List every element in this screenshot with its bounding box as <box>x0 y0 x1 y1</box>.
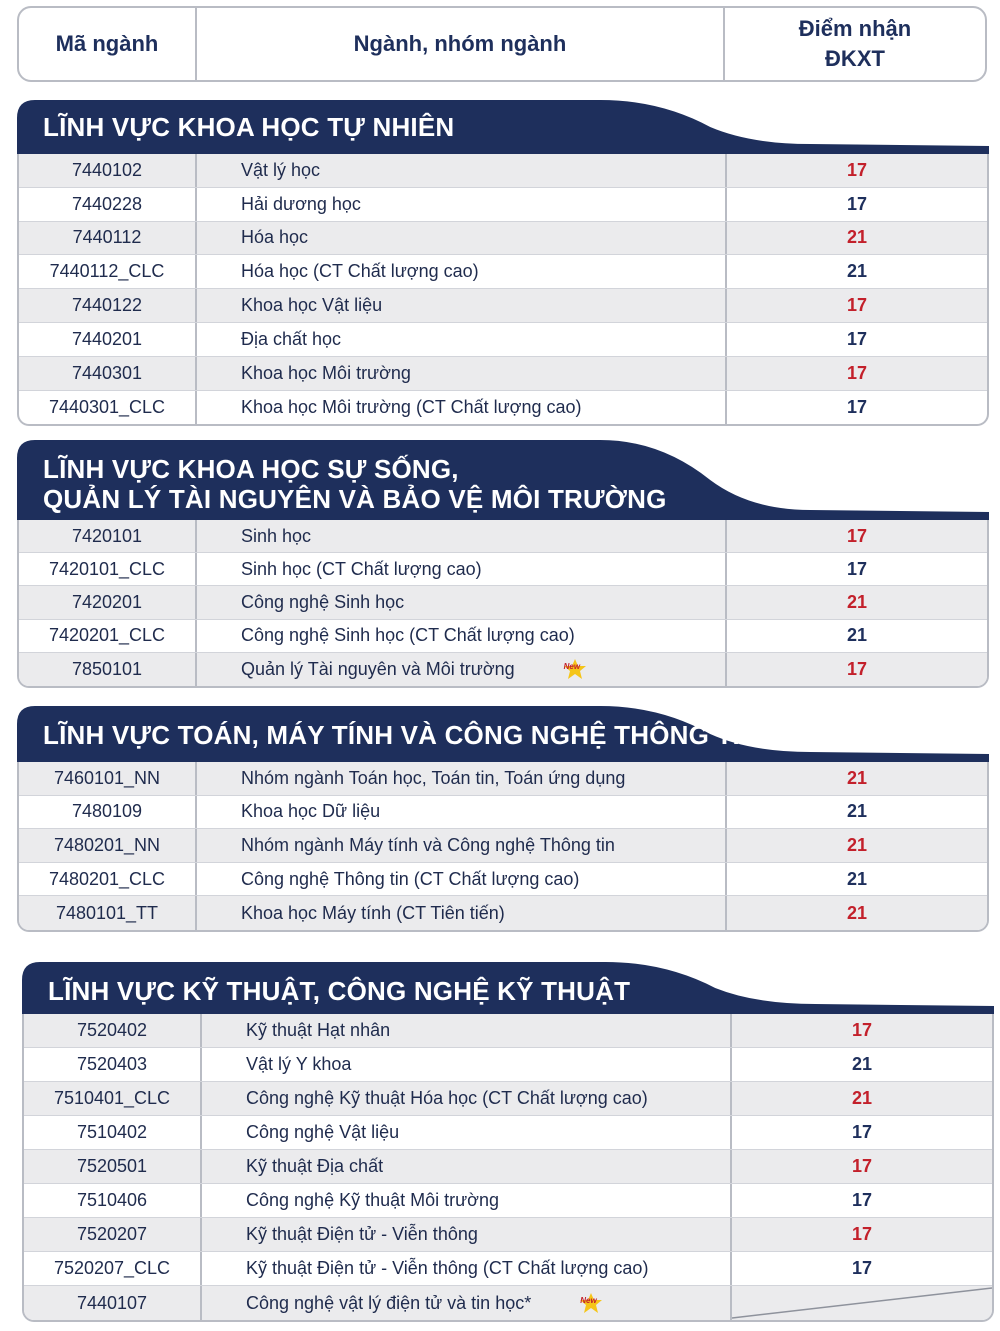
major-code: 7480101_TT <box>19 896 197 930</box>
score-value: 17 <box>846 362 868 383</box>
header-score-line1: Điểm nhận <box>798 16 912 41</box>
major-name-text: Nhóm ngành Toán học, Toán tin, Toán ứng dụng <box>241 767 626 788</box>
score-value: 21 <box>846 591 868 612</box>
major-code: 7520402 <box>24 1014 202 1047</box>
admission-score <box>727 653 987 686</box>
score-value: 21 <box>846 261 868 282</box>
admission-score <box>732 1048 992 1081</box>
major-name-text: Công nghệ Thông tin (CT Chất lượng cao) <box>241 868 580 889</box>
admission-score <box>727 188 987 221</box>
table-row <box>19 620 987 653</box>
section-3 <box>17 706 989 923</box>
admission-score <box>727 829 987 862</box>
score-value: 17 <box>851 1020 873 1040</box>
table-row <box>19 586 987 619</box>
major-name <box>197 896 727 930</box>
score-value: 21 <box>846 834 868 855</box>
major-name-text: Nhóm ngành Máy tính và Công nghệ Thông tin <box>241 834 615 855</box>
major-name-text: Công nghệ Sinh học <box>241 591 405 612</box>
section-1 <box>17 100 989 417</box>
major-code: 7440122 <box>19 289 197 322</box>
major-code: 7440228 <box>19 188 197 221</box>
admission-score <box>727 796 987 829</box>
admission-score <box>727 154 987 187</box>
table-row <box>24 1150 992 1184</box>
major-code: 7440107 <box>24 1286 202 1320</box>
major-code: 7850101 <box>19 653 197 686</box>
major-name-text: Khoa học Môi trường <box>241 362 411 383</box>
major-name <box>197 255 727 288</box>
major-code: 7440112_CLC <box>19 255 197 288</box>
admission-score <box>727 896 987 930</box>
major-name-text: Hóa học <box>241 227 309 248</box>
major-name <box>202 1116 732 1149</box>
admission-score <box>732 1014 992 1047</box>
score-value: 17 <box>851 1190 873 1210</box>
major-name-text: Kỹ thuật Điện tử - Viễn thông (CT Chất lượng cao) <box>246 1258 649 1278</box>
major-name <box>202 1252 732 1285</box>
table-row <box>24 1048 992 1082</box>
major-name <box>197 154 727 187</box>
section-banner <box>17 706 989 762</box>
score-value: 17 <box>851 1122 873 1142</box>
section-banner <box>17 440 989 520</box>
major-code: 7440112 <box>19 222 197 255</box>
major-name-text: Công nghệ Vật liệu <box>246 1122 400 1142</box>
major-name-text: Công nghệ Sinh học (CT Chất lượng cao) <box>241 625 575 646</box>
score-value: 17 <box>846 558 868 579</box>
major-name <box>202 1048 732 1081</box>
major-name-text: Kỹ thuật Hạt nhân <box>246 1020 391 1040</box>
major-code: 7440201 <box>19 323 197 356</box>
major-name <box>197 323 727 356</box>
admission-score <box>732 1082 992 1115</box>
major-name-text: Hải dương học <box>241 193 361 214</box>
major-name-text: Công nghệ Kỹ thuật Môi trường <box>246 1190 499 1210</box>
admission-score <box>732 1116 992 1149</box>
admission-score <box>727 762 987 795</box>
score-value: 21 <box>846 801 868 822</box>
major-name <box>197 391 727 425</box>
score-value: 17 <box>846 396 868 417</box>
major-name-text: Khoa học Môi trường (CT Chất lượng cao) <box>241 396 582 417</box>
section-title-line2: QUẢN LÝ TÀI NGUYÊN VÀ BẢO VỆ MÔI TRƯỜNG <box>43 484 667 514</box>
score-value: 17 <box>851 1156 873 1176</box>
major-name <box>197 357 727 390</box>
major-name <box>197 188 727 221</box>
admission-score <box>732 1252 992 1285</box>
major-name <box>197 762 727 795</box>
new-star-icon: New <box>579 1292 603 1314</box>
major-name <box>197 796 727 829</box>
score-value: 17 <box>846 525 868 546</box>
score-value: 21 <box>851 1088 873 1108</box>
major-name-text: Vật lý Y khoa <box>246 1054 352 1074</box>
major-code: 7520207_CLC <box>24 1252 202 1285</box>
table-row <box>19 896 987 930</box>
score-value: 17 <box>851 1224 873 1244</box>
score-value: 21 <box>846 868 868 889</box>
major-code: 7440301_CLC <box>19 391 197 425</box>
score-value: 21 <box>846 625 868 646</box>
major-name <box>197 653 727 686</box>
header-score <box>725 14 985 74</box>
table-row <box>19 289 987 323</box>
major-name <box>197 222 727 255</box>
admission-score <box>727 255 987 288</box>
major-name <box>202 1218 732 1251</box>
admission-score <box>727 620 987 652</box>
score-value: 21 <box>851 1054 873 1074</box>
table-row <box>19 553 987 586</box>
admission-score <box>727 586 987 618</box>
major-code: 7520501 <box>24 1150 202 1183</box>
table-row <box>19 796 987 830</box>
major-name-text: Kỹ thuật Điện tử - Viễn thông <box>246 1224 478 1244</box>
table-row <box>24 1014 992 1048</box>
major-code: 7440102 <box>19 154 197 187</box>
admission-score <box>727 222 987 255</box>
header-code: Mã ngành <box>55 31 159 56</box>
table-row <box>19 829 987 863</box>
major-name <box>202 1082 732 1115</box>
table-row <box>19 357 987 391</box>
admission-score <box>727 391 987 425</box>
table-row <box>19 188 987 222</box>
table-row <box>24 1116 992 1150</box>
score-value: 17 <box>846 193 868 214</box>
admission-score <box>732 1184 992 1217</box>
score-value: 17 <box>851 1258 873 1278</box>
section-title: LĨNH VỰC KỸ THUẬT, CÔNG NGHỆ KỸ THUẬT <box>48 976 631 1006</box>
major-code: 7420101 <box>19 520 197 552</box>
section-4 <box>22 962 994 1313</box>
table-row <box>19 520 987 553</box>
section-2 <box>17 440 989 679</box>
header-name: Ngành, nhóm ngành <box>195 8 725 80</box>
major-name <box>197 586 727 618</box>
table-row <box>19 762 987 796</box>
header-score-line2: ĐKXT <box>825 46 885 71</box>
major-name <box>202 1184 732 1217</box>
score-value: 21 <box>846 767 868 788</box>
new-star-icon: New <box>563 658 587 680</box>
section-title: LĨNH VỰC KHOA HỌC TỰ NHIÊN <box>43 112 455 142</box>
admission-score <box>727 520 987 552</box>
table-row <box>19 255 987 289</box>
table-row <box>24 1252 992 1286</box>
major-name <box>202 1150 732 1183</box>
admission-score <box>727 863 987 896</box>
admission-score <box>727 553 987 585</box>
major-code: 7420101_CLC <box>19 553 197 585</box>
section-table <box>17 762 989 932</box>
table-header <box>17 6 987 82</box>
major-name <box>197 553 727 585</box>
score-value: 17 <box>846 295 868 316</box>
table-row <box>24 1218 992 1252</box>
major-code: 7480109 <box>19 796 197 829</box>
section-title: LĨNH VỰC TOÁN, MÁY TÍNH VÀ CÔNG NGHỆ THÔNG TIN <box>43 720 759 750</box>
score-value: 17 <box>846 328 868 349</box>
major-code: 7480201_CLC <box>19 863 197 896</box>
table-row <box>19 222 987 256</box>
major-name <box>202 1286 732 1320</box>
major-name-text: Quản lý Tài nguyên và Môi trường <box>241 658 515 679</box>
score-value: 21 <box>846 902 868 923</box>
major-name-text: Khoa học Vật liệu <box>241 295 383 316</box>
major-code: 7510406 <box>24 1184 202 1217</box>
admission-score <box>727 289 987 322</box>
admission-score <box>732 1150 992 1183</box>
major-name-text: Kỹ thuật Địa chất <box>246 1156 384 1176</box>
major-name-text: Địa chất học <box>241 328 342 349</box>
table-row <box>24 1286 992 1320</box>
major-code: 7520207 <box>24 1218 202 1251</box>
admission-score <box>732 1218 992 1251</box>
major-code: 7420201 <box>19 586 197 618</box>
major-name <box>197 829 727 862</box>
major-name-text: Khoa học Dữ liệu <box>241 801 381 822</box>
major-name-text: Khoa học Máy tính (CT Tiên tiến) <box>241 902 505 923</box>
table-row <box>19 863 987 897</box>
section-table <box>17 520 989 688</box>
major-code: 7510402 <box>24 1116 202 1149</box>
section-banner <box>17 100 989 154</box>
table-row <box>19 653 987 686</box>
major-code: 7440301 <box>19 357 197 390</box>
major-name <box>202 1014 732 1047</box>
empty-cell-diagonal <box>732 1286 992 1320</box>
major-name-text: Sinh học (CT Chất lượng cao) <box>241 558 482 579</box>
section-title: LĨNH VỰC KHOA HỌC SỰ SỐNG, <box>43 454 459 484</box>
table-row <box>19 391 987 425</box>
major-name-text: Công nghệ vật lý điện tử và tin học* <box>246 1292 532 1313</box>
major-name-text: Công nghệ Kỹ thuật Hóa học (CT Chất lượng cao) <box>246 1088 648 1108</box>
major-code: 7420201_CLC <box>19 620 197 652</box>
table-row <box>19 323 987 357</box>
admission-score <box>732 1286 992 1320</box>
section-table <box>17 154 989 426</box>
major-name-text: Hóa học (CT Chất lượng cao) <box>241 261 479 282</box>
score-value: 17 <box>846 159 868 180</box>
section-table <box>22 1014 994 1322</box>
table-row <box>24 1082 992 1116</box>
major-code: 7460101_NN <box>19 762 197 795</box>
major-name-text: Vật lý học <box>241 159 321 180</box>
major-code: 7520403 <box>24 1048 202 1081</box>
score-value: 21 <box>846 227 868 248</box>
major-code: 7510401_CLC <box>24 1082 202 1115</box>
major-name-text: Sinh học <box>241 525 312 546</box>
score-value: 17 <box>846 658 868 679</box>
admission-score <box>727 357 987 390</box>
major-code: 7480201_NN <box>19 829 197 862</box>
major-name <box>197 620 727 652</box>
table-row <box>19 154 987 188</box>
major-name <box>197 520 727 552</box>
admission-score <box>727 323 987 356</box>
table-row <box>24 1184 992 1218</box>
major-name <box>197 863 727 896</box>
major-name <box>197 289 727 322</box>
section-banner <box>22 962 994 1014</box>
